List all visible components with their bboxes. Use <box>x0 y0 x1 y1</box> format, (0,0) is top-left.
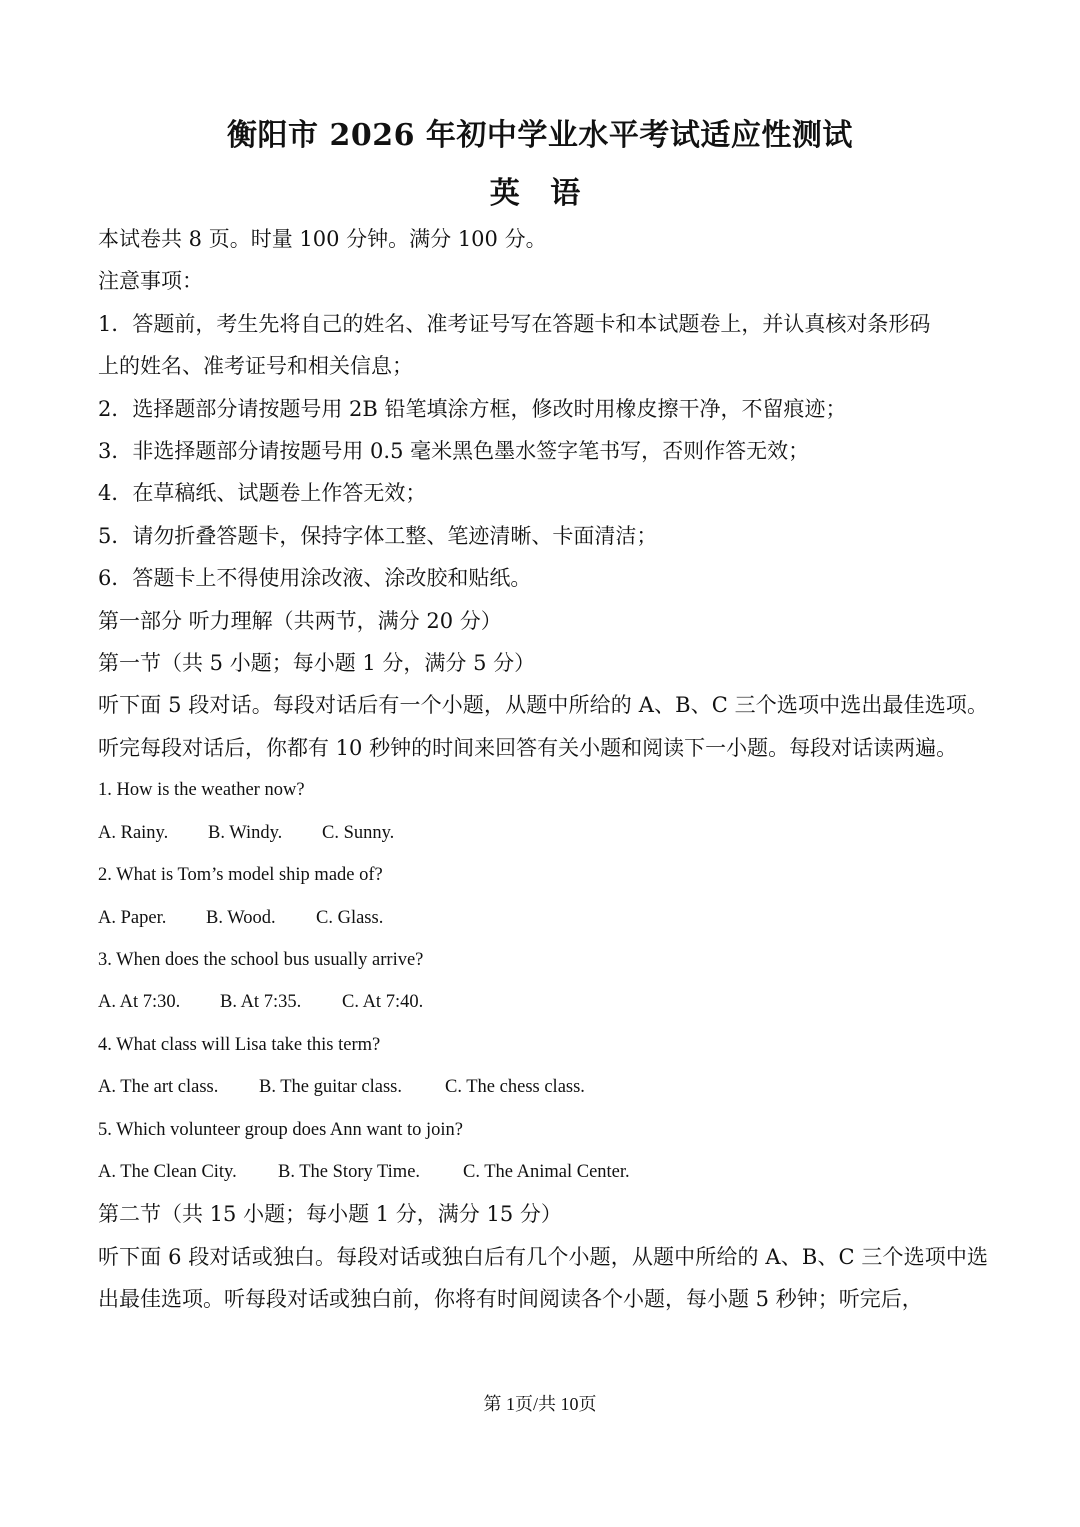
option-b: B. The guitar class. <box>259 1077 403 1098</box>
section1-heading: 第一节（共 5 小题；每小题 1 分，满分 5 分） <box>98 651 536 676</box>
notice-item: 4．在草稿纸、试题卷上作答无效； <box>98 481 427 506</box>
exam-title: 衡阳市 2026 年初中学业水平考试适应性测试 <box>227 118 853 153</box>
notice-item: 6．答题卡上不得使用涂改液、涂改胶和贴纸。 <box>98 566 532 591</box>
question-4-options <box>98 1066 988 1108</box>
option-a: A. The art class. <box>98 1077 219 1098</box>
question-5: 5. Which volunteer group does Ann want to join? <box>98 1119 463 1140</box>
option-a: A. Rainy. <box>98 822 169 843</box>
notice-title: 注意事项： <box>98 269 203 294</box>
page-number: 第 1页/共 10页 <box>483 1394 597 1414</box>
question-2: 2. What is Tom’s model ship made of? <box>98 865 383 886</box>
option-a: A. The Clean City. <box>98 1161 237 1182</box>
notice-item: 上的姓名、准考证号和相关信息； <box>98 354 413 379</box>
question-5-options <box>98 1151 988 1193</box>
question-3: 3. When does the school bus usually arrive? <box>98 949 424 970</box>
option-c: C. Glass. <box>316 907 384 928</box>
question-2-options <box>98 897 988 939</box>
section2-instructions: 听下面 6 段对话或独白。每段对话或独白后有几个小题，从题中所给的 A、B、C 三个选项中选出最佳选项。听每段对话或独白前，你将有时间阅读各个小题，每小题 5 秒钟；听完后， <box>98 1244 988 1312</box>
notice-item: 5．请勿折叠答题卡，保持字体工整、笔迹清晰、卡面清洁； <box>98 523 658 548</box>
section2-heading: 第二节（共 15 小题；每小题 1 分，满分 15 分） <box>98 1202 562 1227</box>
option-c: C. At 7:40. <box>342 992 424 1013</box>
exam-intro: 本试卷共 8 页。时量 100 分钟。满分 100 分。 <box>98 227 547 251</box>
part1-heading: 第一部分 听力理解（共两节，满分 20 分） <box>98 608 502 633</box>
question-1: 1. How is the weather now? <box>98 780 305 801</box>
notice-item: 3．非选择题部分请按题号用 0.5 毫米黑色墨水签字笔书写，否则作答无效； <box>98 439 810 464</box>
option-b: B. At 7:35. <box>220 992 302 1013</box>
option-a: A. Paper. <box>98 907 167 928</box>
option-c: C. Sunny. <box>322 822 395 843</box>
option-a: A. At 7:30. <box>98 992 181 1013</box>
option-b: B. Windy. <box>208 822 283 843</box>
question-4: 4. What class will Lisa take this term? <box>98 1034 381 1055</box>
option-c: C. The chess class. <box>445 1077 585 1098</box>
question-3-options <box>98 981 988 1023</box>
option-c: C. The Animal Center. <box>463 1161 630 1182</box>
subject-title: 英 语 <box>489 176 591 211</box>
notice-item: 1．答题前，考生先将自己的姓名、准考证号写在答题卡和本试题卷上，并认真核对条形码 <box>98 311 931 336</box>
option-b: B. The Story Time. <box>278 1161 421 1182</box>
notice-item: 2．选择题部分请按题号用 2B 铅笔填涂方框，修改时用橡皮擦干净，不留痕迹； <box>98 396 847 421</box>
section1-instructions: 听下面 5 段对话。每段对话后有一个小题，从题中所给的 A、B、C 三个选项中选出最佳选项。听完每段对话后，你都有 10 秒钟的时间来回答有关小题和阅读下一小题。每段对话读两遍。 <box>98 693 988 760</box>
question-1-options <box>98 812 988 854</box>
exam-body <box>98 218 988 1321</box>
option-b: B. Wood. <box>206 907 276 928</box>
